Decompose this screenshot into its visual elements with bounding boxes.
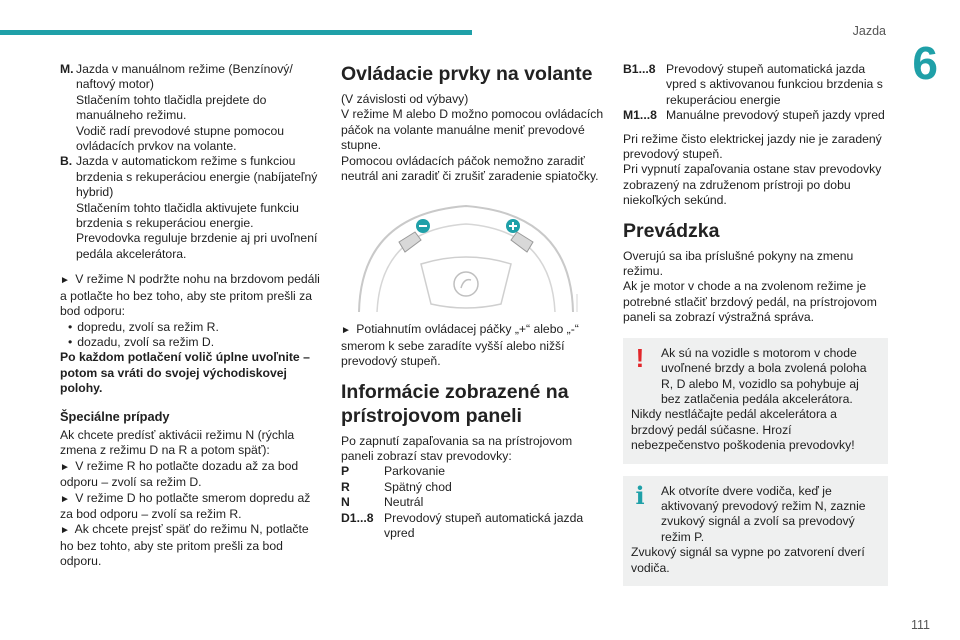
- info-text: Zvukový signál sa vypne po zatvorení dverí vodiča.: [631, 545, 865, 575]
- gear-description: Parkovanie: [384, 464, 445, 479]
- definition-line: Stlačením tohto tlačidla aktivujete funkciu brzdenia s rekuperáciou energie.: [76, 200, 299, 231]
- instruction-paragraph: [60, 272, 322, 319]
- paddle-instruction: [341, 322, 605, 369]
- definition-line: Prevodovka reguluje brzdenie aj pri uvoľnení pedála akcelerátora.: [76, 231, 318, 261]
- definition-b: [60, 154, 322, 262]
- paragraph: Ak je motor v chode a na zvolenom režime je potrebné stlačiť brzdový pedál, na prístrojovom paneli sa zobrazí výstražná správa.: [623, 279, 877, 325]
- instruction-text: V režime N podržte nohu na brzdovom pedáli a potlačte ho bez toho, aby ste pritom prešli za bod odporu:: [60, 272, 320, 319]
- gear-status-list-continued: [623, 62, 888, 124]
- steering-controls-heading: Ovládacie prvky na volante: [341, 63, 593, 85]
- definition-line: Jazda v automatickom režime s funkciou brzdenia s rekuperáciou energie (nabíjateľný hybrid): [76, 154, 318, 200]
- warning-text: Ak sú na vozidle s motorom v chode uvoľnené brzdy a bola zvolená poloha R, D alebo M, vozidlo sa pohybuje aj bez zatlačenia pedála akcelerátora.: [661, 345, 867, 406]
- special-intro: Ak chcete predísť aktivácii režimu N (rýchla zmena z režimu D na R a potom späť):: [60, 427, 295, 458]
- gear-code: N: [341, 495, 350, 510]
- warning-text: Nikdy nestláčajte pedál akcelerátora a brzdový pedál súčasne. Hrozí nebezpečenstvo poškodenia prevodovky!: [631, 407, 855, 453]
- special-step-text: V režime R ho potlačte dozadu až za bod odporu – zvolí sa režim D.: [60, 458, 299, 490]
- paragraph: Pri vypnutí zapaľovania ostane stav prevodovky zobrazený na združenom prístroji po dobu niekoľkých sekúnd.: [623, 162, 882, 208]
- equipment-note: (V závislosti od výbavy): [341, 92, 469, 106]
- definition-line: Vodič radí prevodové stupne pomocou ovládacích prvkov na volante.: [76, 123, 285, 154]
- special-step-text: Ak chcete prejsť späť do režimu N, potlačte ho bez tohto, aby ste pritom prešli za bod odporu.: [60, 522, 309, 569]
- steering-wheel-illustration: [351, 194, 581, 312]
- gear-code: D1...8: [341, 510, 374, 525]
- info-box: [623, 476, 888, 586]
- paragraph: Po zapnutí zapaľovania sa na prístrojovom paneli zobrazí stav prevodovky:: [341, 433, 573, 464]
- gear-description: Spätný chod: [384, 479, 452, 494]
- gear-code: R: [341, 479, 350, 494]
- list-item: [623, 108, 888, 123]
- direction-list: [68, 320, 322, 351]
- info-icon: i: [635, 480, 645, 510]
- list-item: • dozadu, zvolí sa režim D.: [68, 335, 322, 350]
- column-left: [60, 62, 322, 570]
- release-note: Po každom potlačení volič úplne uvoľnite – potom sa vráti do svojej východiskovej polohy.: [60, 350, 310, 396]
- list-item: [341, 511, 605, 542]
- paragraph: Overujú sa iba príslušné pokyny na zmenu režimu.: [623, 248, 854, 279]
- gear-code: M1...8: [623, 108, 657, 123]
- definition-line: Stlačením tohto tlačidla prejdete do manuálneho režimu.: [76, 92, 267, 123]
- gear-status-list: [341, 464, 605, 541]
- header-accent-bar: [0, 30, 472, 35]
- special-step-text: V režime D ho potlačte smerom dopredu až za bod odporu – zvolí sa režim R.: [60, 490, 311, 521]
- definition-line: Jazda v manuálnom režime (Benzínový/ naftový motor): [76, 62, 293, 92]
- triangle-right-icon: ►: [60, 493, 70, 505]
- special-cases-heading: Špeciálne prípady: [60, 408, 170, 424]
- gear-code: B1...8: [623, 62, 656, 76]
- list-item: [623, 62, 888, 108]
- operation-heading: Prevádzka: [623, 219, 720, 242]
- special-step: [60, 459, 322, 491]
- paragraph: Pri režime čisto elektrickej jazdy nie je zaradený prevodový stupeň.: [623, 131, 882, 162]
- triangle-right-icon: ►: [60, 461, 70, 473]
- gear-code: P: [341, 464, 350, 479]
- list-item: [341, 480, 605, 495]
- list-item: [341, 495, 605, 510]
- mode-definition-list: [60, 62, 322, 262]
- paragraph: V režime M alebo D možno pomocou ovládacích páčok na volante manuálne meniť prevodové stupne.: [341, 107, 604, 153]
- special-step: [60, 522, 322, 569]
- special-step: [60, 491, 322, 523]
- triangle-right-icon: ►: [341, 325, 351, 337]
- list-item: [341, 464, 605, 479]
- triangle-right-icon: ►: [60, 525, 70, 537]
- info-text: Ak otvoríte dvere vodiča, keď je aktivovaný prevodový režim N, zaznie zvukový signál a zvolí sa prevodový režim P.: [661, 483, 866, 544]
- definition-key: B.: [60, 154, 73, 169]
- gear-description: Neutrál: [384, 495, 424, 510]
- paddle-instruction-text: Potiahnutím ovládacej páčky „+“ alebo „-“ smerom k sebe zaradíte vyšší alebo nižší prevodový stupeň.: [341, 322, 579, 369]
- triangle-right-icon: ►: [60, 275, 70, 287]
- instrument-panel-heading: Informácie zobrazené na prístrojovom paneli: [341, 380, 569, 427]
- gear-description: Prevodový stupeň automatická jazda vpred s aktivovanou funkciou brzdenia s rekuperáciou energie: [666, 62, 883, 107]
- gear-description: Prevodový stupeň automatická jazda vpred: [384, 510, 584, 541]
- definition-m: [60, 62, 322, 154]
- warning-box: [623, 338, 888, 464]
- section-title: Jazda: [852, 24, 886, 38]
- page-number: 111: [910, 618, 930, 632]
- column-right: [623, 62, 888, 586]
- definition-key: M.: [60, 62, 74, 76]
- chapter-number: 6: [912, 37, 938, 89]
- paragraph: Pomocou ovládacích páčok nemožno zaradiť neutrál ani zaradiť či zrušiť zaradenie spiatočky.: [341, 153, 599, 184]
- exclamation-icon: !: [635, 342, 645, 373]
- gear-description: Manuálne prevodový stupeň jazdy vpred: [666, 108, 885, 123]
- list-item: • dopredu, zvolí sa režim R.: [68, 320, 322, 335]
- column-middle: [341, 62, 605, 542]
